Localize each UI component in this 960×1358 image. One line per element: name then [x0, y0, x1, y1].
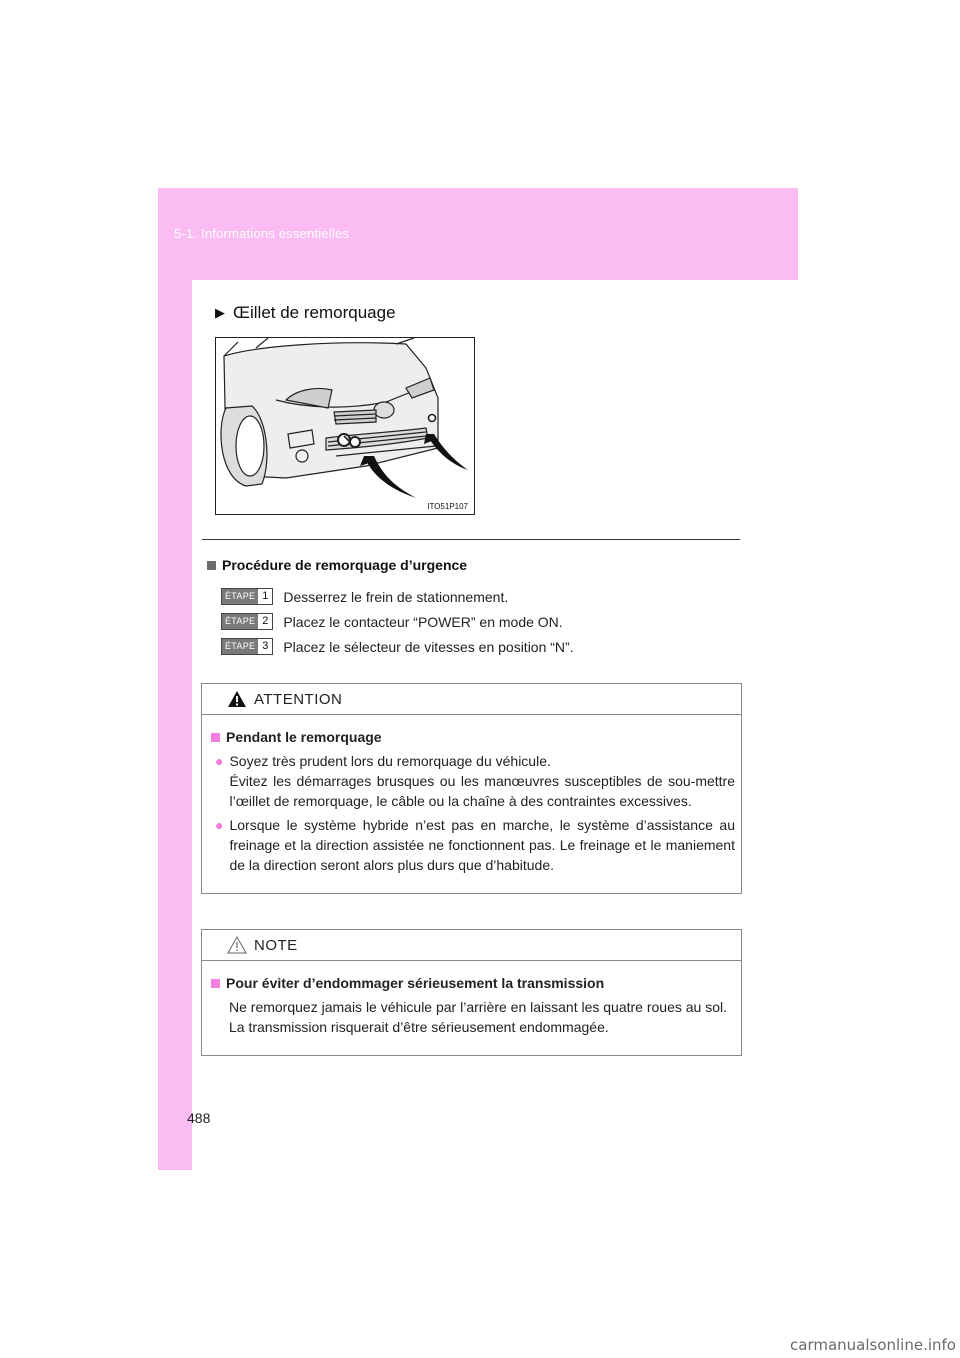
eyelet-title-text: Œillet de remorquage: [233, 303, 396, 322]
step-item: [221, 584, 574, 609]
note-label: NOTE: [254, 936, 298, 954]
square-bullet-icon: [207, 561, 216, 570]
attention-label: ATTENTION: [254, 690, 343, 708]
square-bullet-icon: [211, 733, 220, 742]
divider-rule: [202, 539, 740, 540]
note-text: La transmission risquerait d’être sérieusement endommagée.: [229, 1019, 609, 1035]
attention-heading: [211, 727, 735, 747]
step-badge: [221, 588, 273, 605]
caution-outline-icon: [227, 936, 247, 954]
bullet-line: Soyez très prudent lors du remorquage du véhicule.: [229, 753, 551, 769]
bullet-line: Lorsque le système hybride n’est pas en marche, le système d’assistance au freinage et la direction assistée ne fonctionnent pas. Le freinage et le maniement de la direction seront alors plus durs que d’habitude.: [229, 817, 735, 873]
note-heading: [211, 973, 735, 993]
note-box: [201, 929, 742, 1056]
square-bullet-icon: [211, 979, 220, 988]
bullet-line: Évitez les démarrages brusques ou les manœuvres susceptibles de sou-mettre l’œillet de remorquage, le câble ou la chaîne à des contraintes excessives.: [229, 773, 735, 809]
bullet-dot-icon: ●: [215, 753, 224, 769]
procedure-heading-text: Procédure de remorquage d’urgence: [222, 557, 468, 573]
section-title: 5-1. Informations essentielles: [174, 226, 350, 241]
step-item: [221, 634, 574, 659]
towing-eyelet-figure: [215, 337, 475, 515]
attention-box: [201, 683, 742, 894]
attention-bullet: [211, 815, 735, 875]
step-badge-label: ÉTAPE: [222, 639, 258, 654]
eyelet-title: [215, 303, 396, 323]
note-text: Ne remorquez jamais le véhicule par l’arrière en laissant les quatre roues au sol.: [229, 999, 728, 1015]
step-text: Placez le sélecteur de vitesses en position “N”.: [283, 638, 574, 655]
attention-body: [202, 715, 741, 893]
attention-header: [202, 684, 741, 715]
note-header: [202, 930, 741, 961]
figure-code: ITO51P107: [427, 502, 468, 511]
car-front-illustration: [216, 338, 474, 514]
step-text: Desserrez le frein de stationnement.: [283, 588, 509, 605]
side-band: [158, 188, 192, 1170]
step-item: [221, 609, 574, 634]
attention-bullet: [211, 751, 735, 811]
watermark: carmanualsonline.info: [790, 1336, 956, 1354]
bullet-dot-icon: ●: [215, 817, 224, 833]
procedure-heading: [207, 557, 467, 573]
step-badge-label: ÉTAPE: [222, 614, 258, 629]
note-heading-text: Pour éviter d’endommager sérieusement la transmission: [226, 975, 605, 991]
step-badge-number: 1: [258, 589, 272, 604]
procedure-steps: [221, 584, 574, 659]
triangle-right-icon: ▶: [215, 305, 225, 320]
step-badge-number: 2: [258, 614, 272, 629]
note-body: [202, 961, 741, 1055]
step-badge-label: ÉTAPE: [222, 589, 258, 604]
step-badge: [221, 613, 273, 630]
warning-icon: [227, 690, 247, 708]
step-badge-number: 3: [258, 639, 272, 654]
step-text: Placez le contacteur “POWER” en mode ON.: [283, 613, 563, 630]
page-number: 488: [187, 1110, 211, 1126]
step-badge: [221, 638, 273, 655]
attention-heading-text: Pendant le remorquage: [226, 729, 382, 745]
